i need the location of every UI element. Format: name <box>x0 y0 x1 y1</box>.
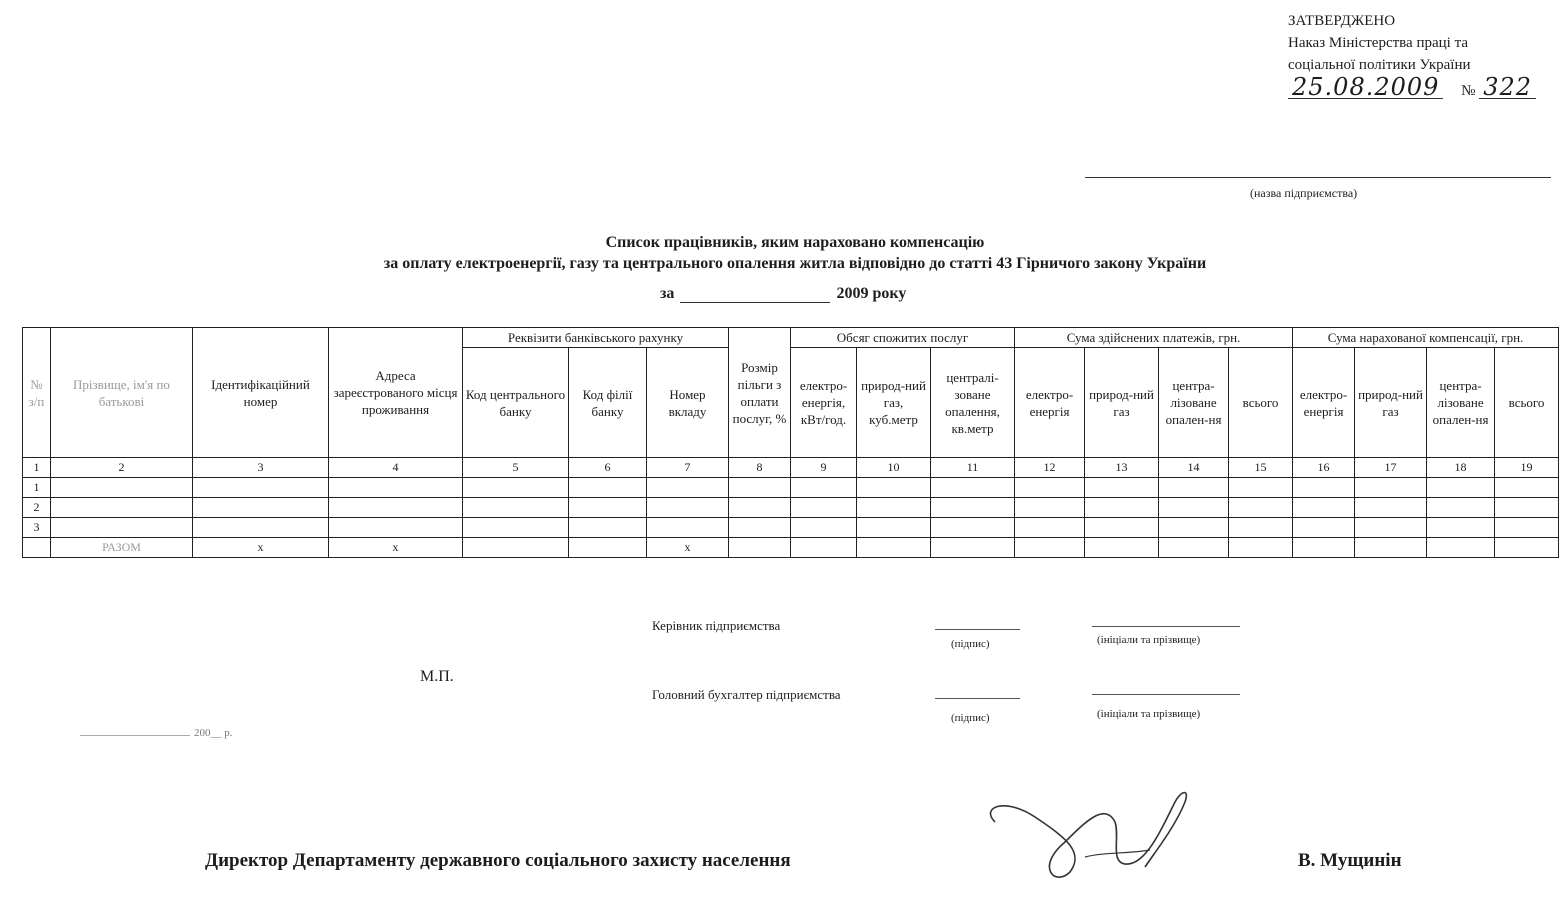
column-number: 1 <box>23 458 51 478</box>
approval-date: 25.08.2009 <box>1288 76 1443 99</box>
header-deposit-number: Номер вкладу <box>647 348 729 458</box>
total-row <box>23 538 1559 558</box>
handwritten-signature <box>975 782 1215 897</box>
approval-line-1: Наказ Міністерства праці та <box>1288 35 1468 51</box>
accountant-sign-caption: (підпис) <box>951 712 990 724</box>
total-x-mark: х <box>329 538 463 558</box>
header-comp-total: всього <box>1495 348 1559 458</box>
column-number: 5 <box>463 458 569 478</box>
header-paid-electricity: електро-енергія <box>1015 348 1085 458</box>
header-bank-group: Реквізити банківського рахунку <box>463 328 729 348</box>
column-number: 9 <box>791 458 857 478</box>
title-line-1: Список працівників, яким нараховано компенсацію <box>605 234 985 251</box>
header-paid-heating: центра-лізоване опален-ня <box>1159 348 1229 458</box>
column-number: 16 <box>1293 458 1355 478</box>
header-discount: Розмір пільги з оплати послуг, % <box>729 328 791 458</box>
column-number: 7 <box>647 458 729 478</box>
head-label: Керівник підприємства <box>652 618 781 633</box>
total-x-mark: х <box>647 538 729 558</box>
table-row <box>23 478 1559 498</box>
table-row <box>23 498 1559 518</box>
title-line-2: за оплату електроенергії, газу та центрального опалення житла відповідно до статті 43 Гірничого закону України <box>383 255 1207 272</box>
accountant-name-caption: (ініціали та прізвище) <box>1097 708 1201 720</box>
column-number: 6 <box>569 458 647 478</box>
column-number: 19 <box>1495 458 1559 478</box>
header-volume-gas: природ-ний газ, куб.метр <box>857 348 931 458</box>
approval-date-row <box>1288 73 1548 102</box>
head-sign-caption: (підпис) <box>951 638 990 650</box>
compensation-table <box>22 327 1559 558</box>
column-number: 3 <box>193 458 329 478</box>
approval-block <box>1288 10 1548 102</box>
accountant-name-line <box>1092 694 1240 695</box>
header-paid-group: Сума здійснених платежів, грн. <box>1015 328 1293 348</box>
accountant-sign-line <box>935 698 1020 699</box>
header-index: № з/п <box>23 328 51 458</box>
column-number: 17 <box>1355 458 1427 478</box>
row-index: 3 <box>23 518 51 538</box>
header-comp-electricity: електро-енергія <box>1293 348 1355 458</box>
total-x-mark: х <box>193 538 329 558</box>
column-number: 11 <box>931 458 1015 478</box>
header-paid-total: всього <box>1229 348 1293 458</box>
date-blank <box>80 735 190 736</box>
approval-line-2: соціальної політики України <box>1288 57 1471 73</box>
head-name-line <box>1092 626 1240 627</box>
header-paid-gas: природ-ний газ <box>1085 348 1159 458</box>
column-number: 14 <box>1159 458 1229 478</box>
column-number: 8 <box>729 458 791 478</box>
approval-number: 322 <box>1479 76 1536 99</box>
header-central-bank-code: Код центрального банку <box>463 348 569 458</box>
total-label: РАЗОМ <box>51 538 193 558</box>
org-name-caption: (назва підприємства) <box>1250 186 1358 200</box>
stamp-mark: М.П. <box>420 668 454 685</box>
column-number: 13 <box>1085 458 1159 478</box>
header-branch-code: Код філії банку <box>569 348 647 458</box>
date-suffix: 200__ р. <box>194 727 233 739</box>
approval-header: ЗАТВЕРДЖЕНО <box>1288 13 1396 29</box>
header-volume-electricity: електро-енергія, кВт/год. <box>791 348 857 458</box>
header-compensation-group: Сума нарахованої компенсації, грн. <box>1293 328 1559 348</box>
title-period-blank <box>680 302 830 303</box>
title-period-suffix: 2009 року <box>836 285 907 302</box>
director-title: Директор Департаменту державного соціального захисту населення <box>205 850 791 871</box>
column-number: 4 <box>329 458 463 478</box>
document-date <box>80 727 233 739</box>
head-sign-line <box>935 629 1020 630</box>
header-full-name: Прізвище, ім'я по батькові <box>51 328 193 458</box>
header-address: Адреса зареєстрованого місця проживання <box>329 328 463 458</box>
row-index: 1 <box>23 478 51 498</box>
column-number: 12 <box>1015 458 1085 478</box>
table-row <box>23 518 1559 538</box>
header-comp-gas: природ-ний газ <box>1355 348 1427 458</box>
column-number-row <box>23 458 1559 478</box>
column-number: 18 <box>1427 458 1495 478</box>
head-name-caption: (ініціали та прізвище) <box>1097 634 1201 646</box>
title-period-prefix: за <box>660 285 675 302</box>
header-volume-heating: централі-зоване опалення, кв.метр <box>931 348 1015 458</box>
title-line-3 <box>660 285 960 303</box>
org-name-line <box>1085 177 1551 178</box>
column-number: 2 <box>51 458 193 478</box>
header-comp-heating: центра-лізоване опален-ня <box>1427 348 1495 458</box>
header-id-number: Ідентифікаційний номер <box>193 328 329 458</box>
header-volume-group: Обсяг спожитих послуг <box>791 328 1015 348</box>
row-index: 2 <box>23 498 51 518</box>
director-name: В. Мущинін <box>1298 850 1402 871</box>
approval-number-prefix: № <box>1461 83 1476 99</box>
column-number: 10 <box>857 458 931 478</box>
column-number: 15 <box>1229 458 1293 478</box>
accountant-label: Головний бухгалтер підприємства <box>652 687 841 702</box>
